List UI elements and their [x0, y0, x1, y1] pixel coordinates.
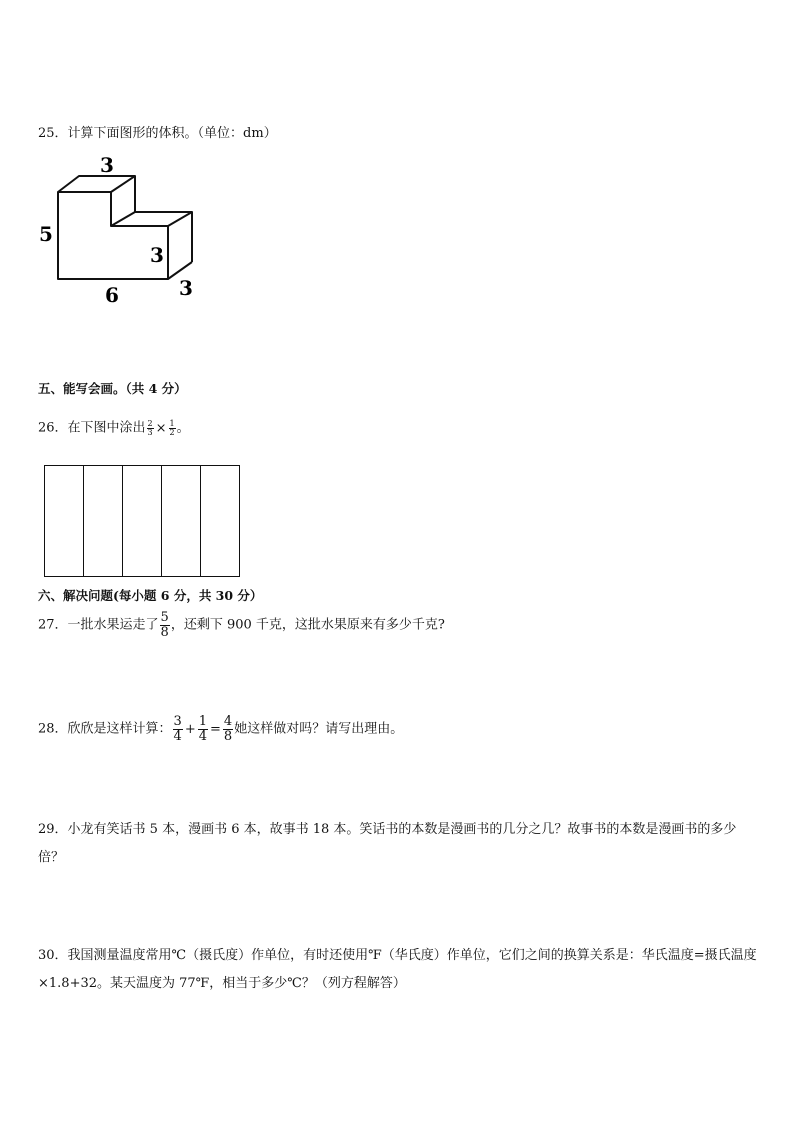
- grid-cell[interactable]: [201, 466, 239, 576]
- denominator: 8: [223, 729, 233, 744]
- numerator: 1: [169, 419, 175, 428]
- shading-rectangle[interactable]: [44, 465, 240, 577]
- fraction-one-quarter: [198, 715, 208, 744]
- question-28-suffix: 她这样做对吗？请写出理由。: [234, 721, 404, 737]
- fraction-five-eighths: [160, 611, 170, 640]
- question-26-prefix: 26．在下图中涂出: [38, 420, 146, 436]
- label-left: 5: [39, 222, 53, 246]
- fraction-three-quarters: [173, 715, 183, 744]
- denominator: 4: [173, 729, 182, 744]
- question-29: [38, 816, 760, 872]
- label-depth: 3: [179, 276, 193, 300]
- question-26-suffix: 。: [176, 420, 190, 436]
- section-5-heading: [38, 381, 187, 397]
- numerator: 1: [198, 714, 208, 729]
- grid-cell[interactable]: [162, 466, 201, 576]
- grid-cell[interactable]: [123, 466, 162, 576]
- denominator: 4: [198, 729, 208, 744]
- label-top: 3: [100, 153, 114, 177]
- grid-cell[interactable]: [84, 466, 123, 576]
- numerator: 5: [160, 610, 169, 625]
- numerator: 4: [223, 714, 233, 729]
- grid-cell[interactable]: [45, 466, 84, 576]
- label-inner: 3: [150, 243, 164, 267]
- plus-sign: +: [184, 721, 196, 737]
- question-25: [38, 126, 277, 142]
- numerator: 3: [173, 714, 182, 729]
- section-6-heading-text: 六、解决问题(每小题 6 分，共 30 分）: [38, 588, 263, 603]
- fraction-one-half: [169, 420, 176, 437]
- section-5-heading-text: 五、能写会画。（共 4 分）: [38, 381, 187, 396]
- question-25-text: 25．计算下面图形的体积。（单位：dm）: [38, 126, 277, 141]
- question-29-text: 29．小龙有笑话书 5 本，漫画书 6 本，故事书 18 本。笑话书的本数是漫画书的几分之几？故事书的本数是漫画书的多少倍？: [38, 822, 737, 865]
- question-26: [38, 420, 190, 437]
- question-28: [38, 715, 403, 744]
- denominator: 2: [169, 428, 175, 437]
- denominator: 8: [160, 625, 169, 640]
- numerator: 2: [147, 419, 153, 428]
- question-30: [38, 942, 760, 998]
- times-sign: ×: [155, 420, 167, 436]
- question-27-suffix: ，还剩下 900 千克，这批水果原来有多少千克?: [170, 617, 445, 633]
- question-27: [38, 611, 445, 640]
- equals-sign: =: [210, 721, 221, 737]
- question-30-text: 30．我国测量温度常用℃（摄氏度）作单位，有时还使用℉（华氏度）作单位，它们之间的换算关系是：华氏温度=摄氏温度×1.8+32。某天温度为 77℉，相当于多少℃？（列方程解答）: [38, 948, 757, 991]
- fraction-two-thirds: [147, 420, 154, 437]
- question-27-prefix: 27．一批水果运走了: [38, 617, 159, 633]
- question-28-prefix: 28．欣欣是这样计算：: [38, 721, 172, 737]
- section-6-heading: [38, 588, 262, 604]
- stepped-prism-figure: [36, 150, 206, 310]
- fraction-four-eighths: [223, 715, 233, 744]
- label-bottom: 6: [105, 283, 119, 307]
- denominator: 3: [147, 428, 153, 437]
